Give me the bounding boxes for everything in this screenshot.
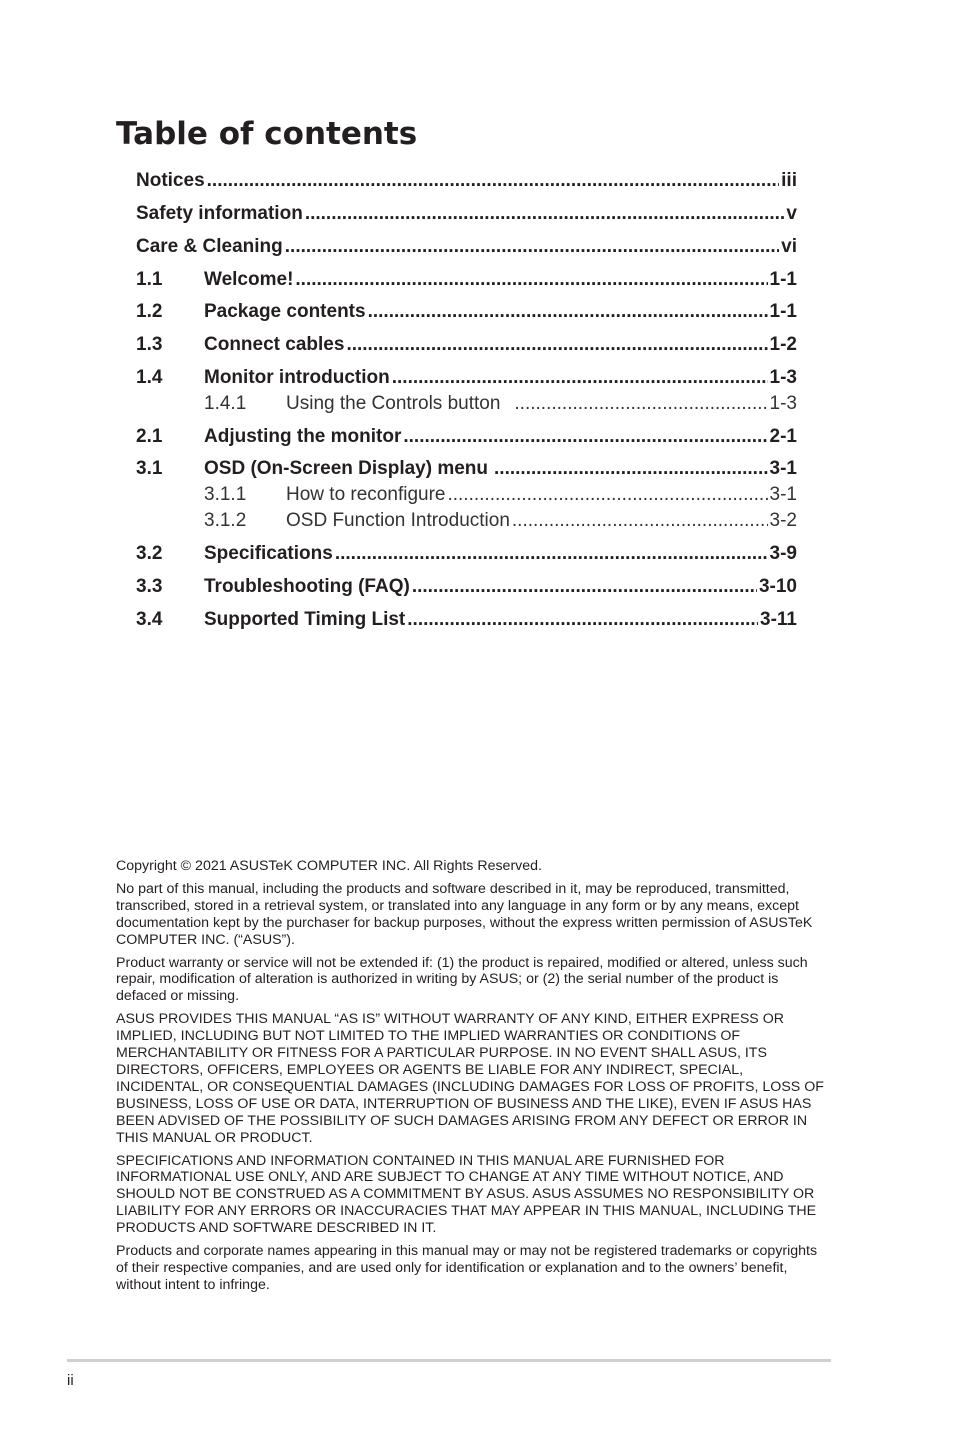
toc-leader-dots — [407, 608, 758, 632]
toc-leader-dots — [295, 268, 767, 292]
toc-entry-1-1[interactable] — [136, 268, 797, 292]
legal-paragraph-warranty: Product warranty or service will not be extended if: (1) the product is repaired, modified or altered, unless such repair, modification of alteration is authorized in writing by ASUS; or (2) the serial number of the product is defaced or missing. — [116, 954, 808, 1005]
toc-entry-care-cleaning[interactable] — [136, 235, 797, 259]
footer-divider — [67, 1359, 831, 1362]
toc-entry-page: 3-10 — [758, 576, 797, 597]
toc-leader-dots — [447, 483, 767, 507]
toc-entry-label: Supported Timing List — [204, 609, 406, 630]
toc-leader-dots — [285, 235, 779, 259]
toc-leader-dots — [514, 392, 767, 416]
toc-entry-3-1-1[interactable] — [136, 483, 797, 507]
toc-entry-page: 3-1 — [769, 484, 797, 505]
legal-paragraph-disclaimer: ASUS PROVIDES THIS MANUAL “AS IS” WITHOUT WARRANTY OF ANY KIND, EITHER EXPRESS OR IMPLIED, INCLUDING BUT NOT LIMITED TO THE IMPLIED WARRANTIES OR CONDITIONS OF MERCHANTABILITY OR FITNESS FOR A PARTICULAR PURPOSE. IN NO EVENT SHALL ASUS, ITS DIRECTORS, OFFICERS, EMPLOYEES OR AGENTS BE LIABLE FOR ANY INDIRECT, SPECIAL, INCIDENTAL, OR CONSEQUENTIAL DAMAGES (INCLUDING DAMAGES FOR LOSS OF PROFITS, LOSS OF BUSINESS, LOSS OF USE OR DATA, INTERRUPTION OF BUSINESS AND THE LIKE), EVEN IF ASUS HAS BEEN ADVISED OF THE POSSIBILITY OF SUCH DAMAGES ARISING FROM ANY DEFECT OR ERROR IN THIS MANUAL OR PRODUCT. — [116, 1011, 824, 1146]
toc-leader-dots — [368, 300, 768, 324]
toc-entry-safety-information[interactable] — [136, 202, 797, 226]
toc-leader-dots — [412, 575, 757, 599]
toc-entry-label: How to reconfigure — [286, 484, 446, 505]
toc-entry-number: 3.3 — [136, 576, 163, 597]
toc-entry-number: 1.1 — [136, 269, 163, 290]
toc-entry-page: 3-9 — [769, 543, 797, 564]
toc-leader-dots — [305, 202, 785, 226]
toc-entry-label: Package contents — [204, 301, 366, 322]
toc-entry-label: Safety information — [136, 203, 303, 224]
toc-entry-page: vi — [781, 236, 797, 257]
toc-entry-number: 3.2 — [136, 543, 163, 564]
legal-paragraph-reproduction: No part of this manual, including the products and software described in it, may be reproduced, transmitted, transcribed, stored in a retrieval system, or translated into any language in any form or by any means, except documentation kept by the purchaser for backup purposes, without the express written permission of ASUSTeK COMPUTER INC. (“ASUS”). — [116, 880, 813, 948]
toc-entry-page: iii — [781, 170, 797, 191]
toc-entry-3-3[interactable] — [136, 575, 797, 599]
toc-leader-dots — [494, 457, 768, 481]
toc-entry-label: Monitor introduction — [204, 367, 390, 388]
toc-entry-label: Adjusting the monitor — [204, 426, 402, 447]
legal-notice — [116, 858, 832, 1300]
toc-entry-3-1-2[interactable] — [136, 509, 797, 533]
toc-entry-page: 1-1 — [769, 269, 797, 290]
toc-entry-3-4[interactable] — [136, 608, 797, 632]
toc-entry-label: Welcome! — [204, 269, 294, 290]
toc-leader-dots — [335, 542, 768, 566]
toc-entry-label: Using the Controls button — [286, 393, 501, 414]
toc-entry-1-3[interactable] — [136, 333, 797, 357]
toc-entry-page: 3-11 — [760, 609, 797, 630]
toc-entry-number: 3.1.1 — [204, 484, 247, 505]
toc-entry-1-4-1[interactable] — [136, 392, 797, 416]
toc-entry-label: OSD (On-Screen Display) menu — [204, 458, 489, 479]
toc-entry-2-1[interactable] — [136, 425, 797, 449]
toc-leader-dots — [392, 366, 768, 390]
toc-entry-label: Care & Cleaning — [136, 236, 283, 257]
toc-entry-number: 1.2 — [136, 301, 163, 322]
toc-entry-page: 2-1 — [769, 426, 797, 447]
toc-leader-dots — [403, 425, 767, 449]
toc-leader-dots — [346, 333, 767, 357]
toc-entry-page: 1-3 — [769, 367, 797, 388]
toc-entry-label: Notices — [136, 170, 205, 191]
toc-entry-number: 1.3 — [136, 334, 163, 355]
toc-entry-label: Specifications — [204, 543, 333, 564]
toc-entry-page: v — [786, 203, 797, 224]
toc-entry-notices[interactable] — [136, 169, 797, 193]
toc-entry-page: 3-1 — [769, 458, 797, 479]
toc-entry-number: 3.1.2 — [204, 510, 247, 531]
toc-entry-page: 1-1 — [769, 301, 797, 322]
legal-paragraph-specifications: SPECIFICATIONS AND INFORMATION CONTAINED IN THIS MANUAL ARE FURNISHED FOR INFORMATIONAL USE ONLY, AND ARE SUBJECT TO CHANGE AT ANY TIME WITHOUT NOTICE, AND SHOULD NOT BE CONSTRUED AS A COMMITMENT BY ASUS. ASUS ASSUMES NO RESPONSIBILITY OR LIABILITY FOR ANY ERRORS OR INACCURACIES THAT MAY APPEAR IN THIS MANUAL, INCLUDING THE PRODUCTS AND SOFTWARE DESCRIBED IN IT. — [116, 1152, 817, 1237]
toc-entry-number: 3.1 — [136, 458, 163, 479]
toc-entry-label: Troubleshooting (FAQ) — [204, 576, 410, 597]
toc-entry-label: Connect cables — [204, 334, 345, 355]
toc-entry-page: 1-2 — [769, 334, 797, 355]
toc-entry-label: OSD Function Introduction — [286, 510, 510, 531]
toc-entry-1-2[interactable] — [136, 300, 797, 324]
legal-paragraph-trademarks: Products and corporate names appearing in this manual may or may not be registered trademarks or copyrights of their respective companies, and are used only for identification or explanation and to the owners’ benefit, without intent to infringe. — [116, 1243, 818, 1293]
toc-entry-3-1[interactable] — [136, 457, 797, 481]
toc-leader-dots — [512, 509, 768, 533]
toc-entry-1-4[interactable] — [136, 366, 797, 390]
copyright-line: Copyright © 2021 ASUSTeK COMPUTER INC. All Rights Reserved. — [116, 858, 542, 874]
toc-entry-page: 1-3 — [769, 393, 797, 414]
table-of-contents — [136, 0, 797, 640]
page-number: ii — [67, 1372, 74, 1389]
toc-entry-number: 1.4.1 — [204, 393, 247, 414]
toc-entry-page: 3-2 — [769, 510, 797, 531]
toc-entry-number: 2.1 — [136, 426, 163, 447]
toc-entry-number: 3.4 — [136, 609, 163, 630]
toc-entry-number: 1.4 — [136, 367, 163, 388]
page-title: Table of contents — [116, 116, 418, 152]
toc-entry-3-2[interactable] — [136, 542, 797, 566]
toc-leader-dots — [207, 169, 780, 193]
